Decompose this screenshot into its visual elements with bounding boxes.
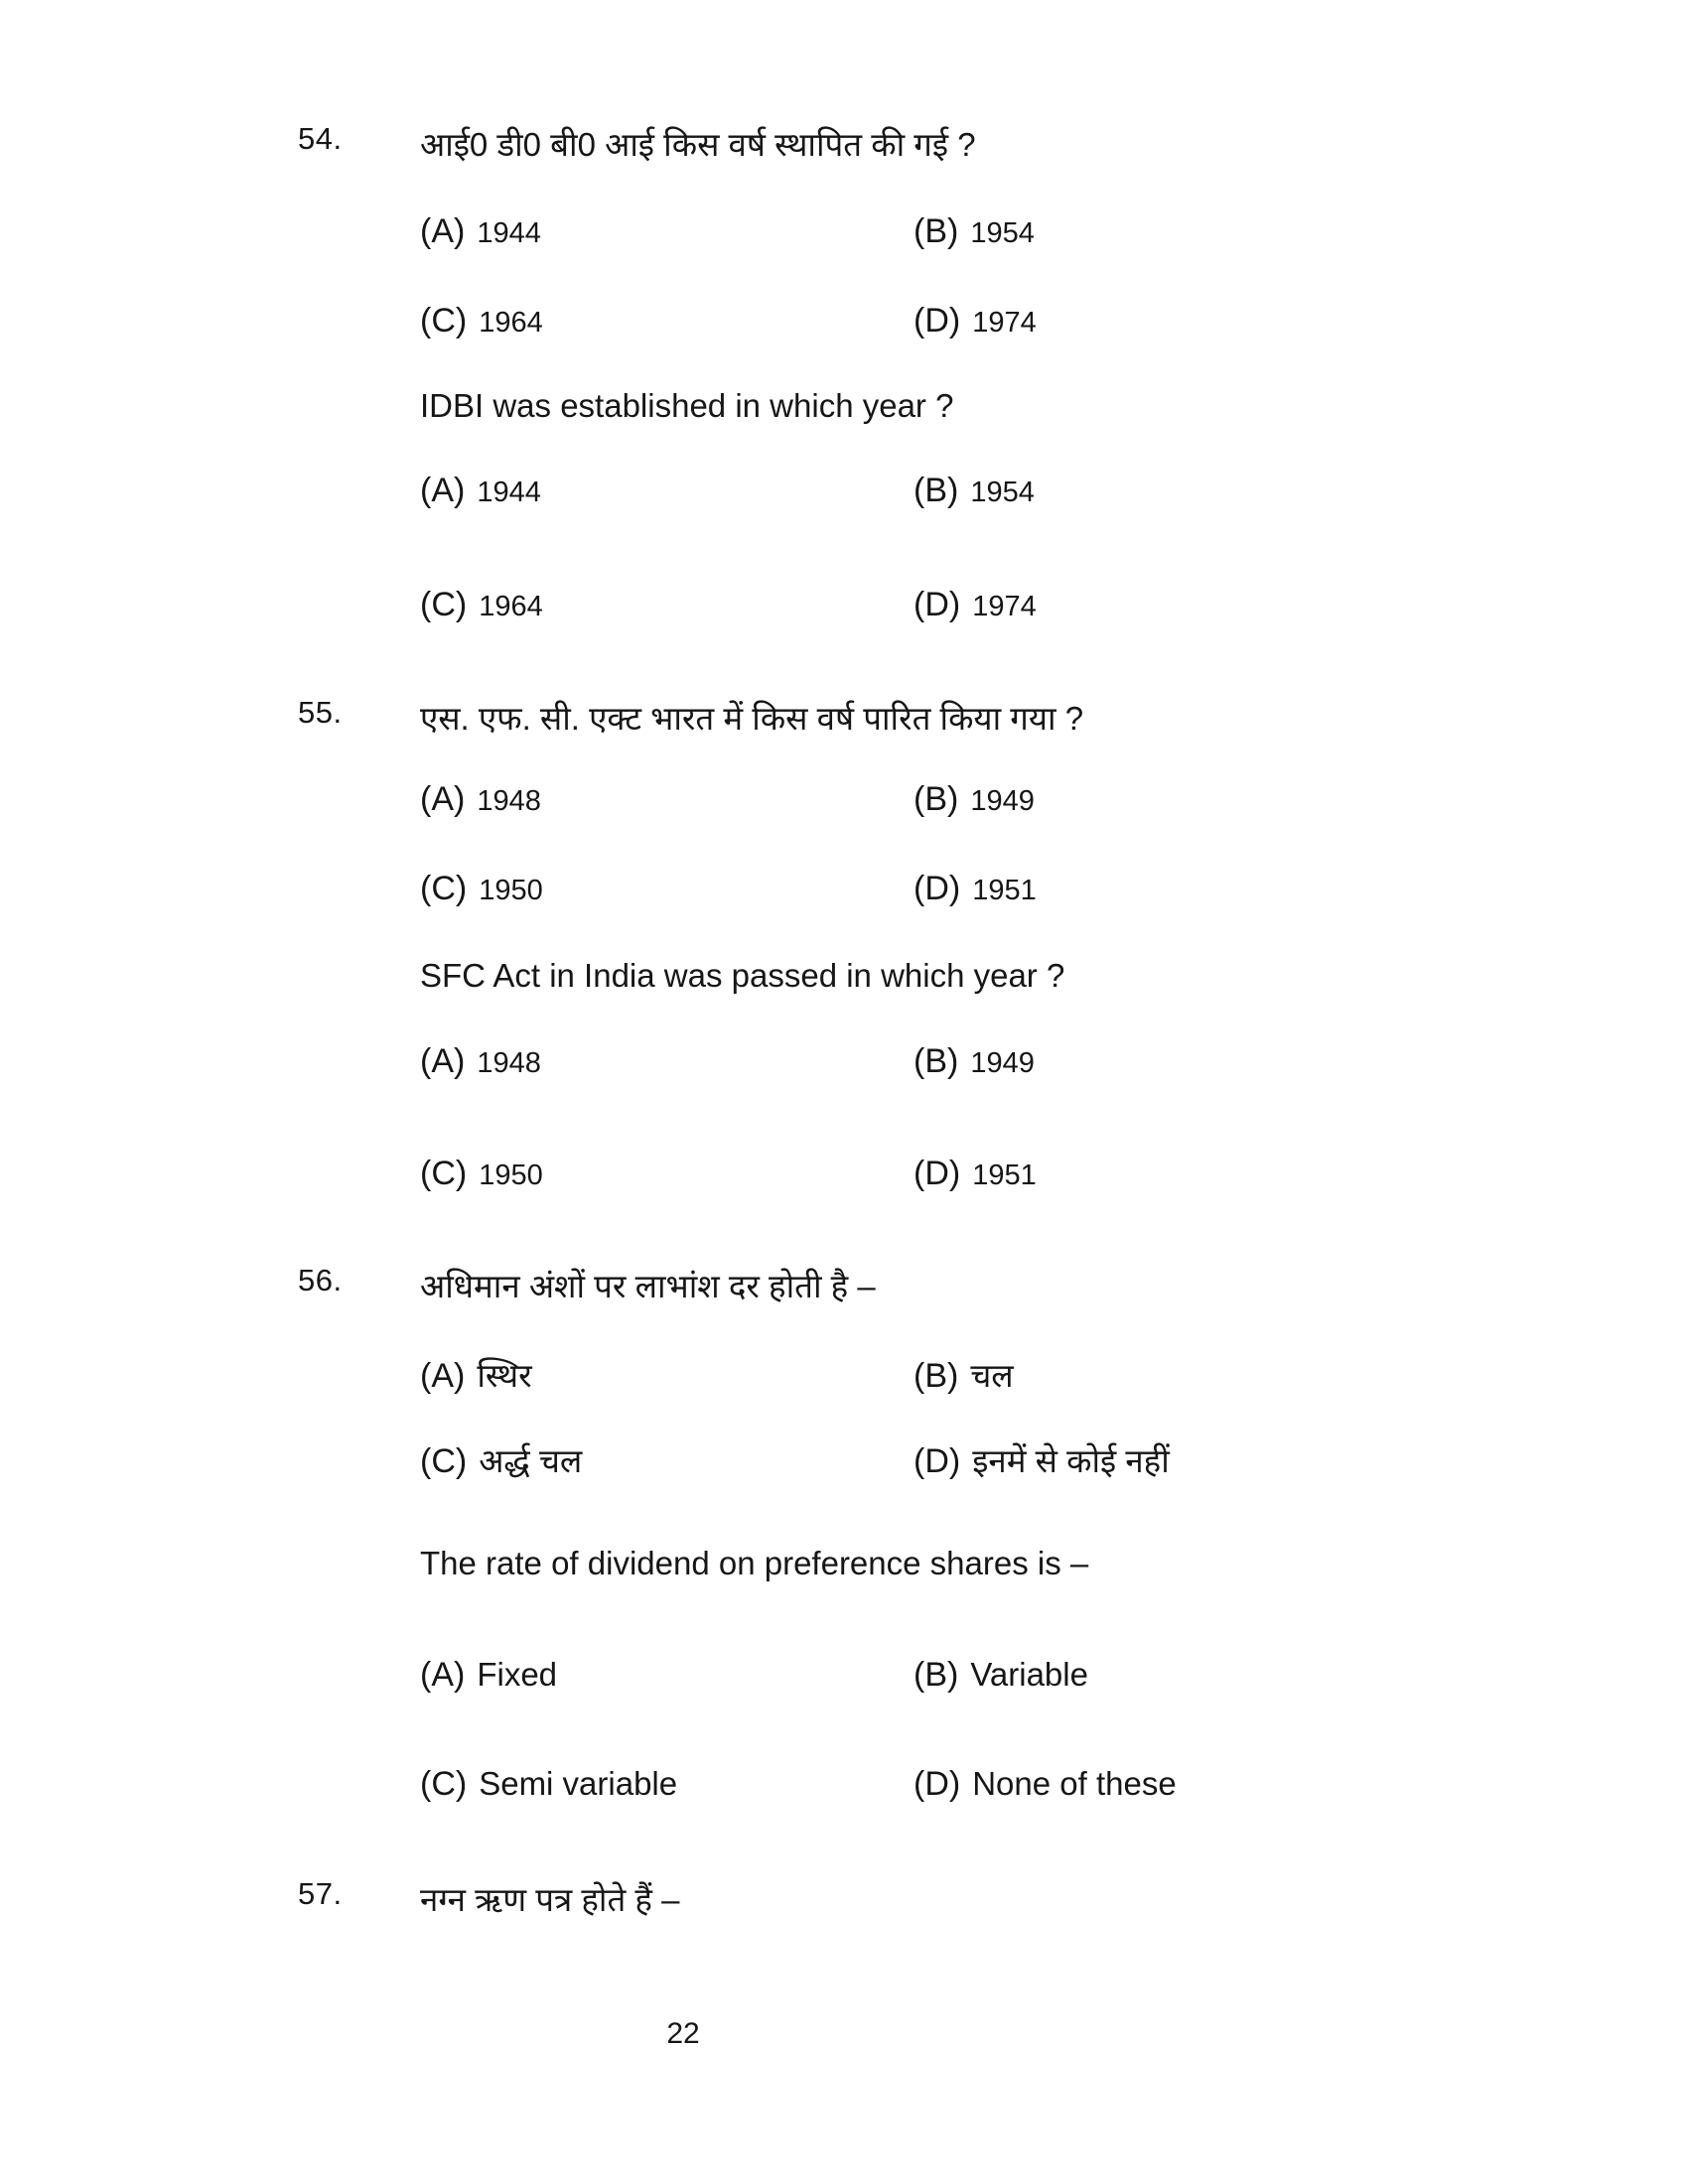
option-value: 1951 [972,1160,1037,1191]
option-value: 1944 [477,217,541,249]
question-54-english-options-row-2 [0,586,1688,633]
option-value: अर्द्ध चल [479,1442,583,1479]
question-number: 56. [298,1263,343,1297]
option [420,1765,677,1804]
question-54-english-options-row-1 [0,472,1688,519]
question-55-hindi-options-row-2 [0,870,1688,917]
option-key: (C) [420,1155,468,1192]
option-key: (A) [420,780,466,818]
option-value: Variable [970,1656,1088,1693]
option-key: (D) [914,586,961,623]
option-value: 1949 [970,785,1035,817]
option-key: (C) [420,302,468,340]
option [420,212,541,251]
option-value: None of these [972,1765,1177,1802]
question-54-hindi-options-row-2 [0,302,1688,349]
page-number: 22 [666,2017,700,2050]
option-key: (D) [914,1155,961,1192]
question-55-english-options-row-2 [0,1155,1688,1202]
question-55-hindi-line [0,695,1688,743]
option [914,1765,1177,1804]
option [914,1437,1170,1482]
option-key: (D) [914,302,961,340]
option [914,870,1037,908]
option [914,1656,1088,1695]
option-key: (B) [914,1656,959,1694]
option [420,586,543,624]
option-value: 1944 [477,477,541,508]
option [420,1042,541,1081]
option-value: 1954 [970,217,1035,249]
option [420,302,543,341]
question-number: 54. [298,121,343,156]
option-value: चल [970,1357,1014,1394]
option-key: (B) [914,780,959,818]
option-key: (B) [914,472,959,509]
option-value: 1950 [479,1160,543,1191]
option-key: (A) [420,1357,466,1395]
question-number: 55. [298,695,343,730]
option-key: (B) [914,212,959,250]
question-55-english-options-row-1 [0,1042,1688,1090]
option [914,212,1035,251]
option-key: (C) [420,1442,468,1480]
question-56-english-line [0,1545,1688,1592]
question-57-hindi-line [0,1876,1688,1924]
option-value: 1948 [477,785,541,817]
option [420,1656,557,1695]
option-key: (A) [420,1656,466,1694]
option [914,472,1035,510]
option-value: 1964 [479,307,543,339]
question-56-english-options-row-1 [0,1656,1688,1704]
option-value: स्थिर [477,1357,532,1394]
option [420,870,543,908]
question-text-english: The rate of dividend on preference shares is – [420,1545,1089,1581]
question-56-hindi-line [0,1263,1688,1310]
option-key: (C) [420,1765,468,1803]
option-value: Semi variable [479,1765,678,1802]
option-key: (B) [914,1042,959,1080]
option [914,1042,1035,1081]
option-value: 1964 [479,591,543,622]
option-key: (C) [420,586,468,623]
question-55-hindi-options-row-1 [0,780,1688,828]
option [914,1352,1014,1397]
question-number: 57. [298,1876,343,1911]
question-text-hindi: आई0 डी0 बी0 आई किस वर्ष स्थापित की गई ? [420,126,976,163]
question-text-hindi: अधिमान अंशों पर लाभांश दर होती है – [420,1268,876,1304]
option-key: (D) [914,870,961,907]
question-56-hindi-options-row-2 [0,1437,1688,1485]
question-text-english: IDBI was established in which year ? [420,387,954,424]
option-key: (A) [420,1042,466,1080]
option-value: 1950 [479,875,543,906]
option [914,586,1037,624]
option-value: इनमें से कोई नहीं [972,1442,1170,1479]
option [914,780,1035,819]
option-key: (A) [420,472,466,509]
option [420,472,541,510]
option-key: (B) [914,1357,959,1395]
question-54-hindi-options-row-1 [0,212,1688,260]
question-56-english-options-row-2 [0,1765,1688,1813]
option-key: (C) [420,870,468,907]
option [914,1155,1037,1193]
option [420,1437,582,1482]
option-value: 1954 [970,477,1035,508]
option [914,302,1037,341]
option [420,780,541,819]
option-key: (D) [914,1765,961,1803]
option-key: (D) [914,1442,961,1480]
question-54-english-line [0,387,1688,435]
option-value: 1974 [972,307,1037,339]
question-56-hindi-options-row-1 [0,1352,1688,1400]
option [420,1352,532,1397]
option-value: 1974 [972,591,1037,622]
question-54-hindi-line [0,121,1688,169]
question-text-hindi: नग्न ऋण पत्र होते हैं – [420,1881,680,1918]
question-text-english: SFC Act in India was passed in which year ? [420,957,1065,994]
question-text-hindi: एस. एफ. सी. एक्ट भारत में किस वर्ष पारित किया गया ? [420,700,1084,737]
option-value: 1949 [970,1047,1035,1079]
option-value: 1948 [477,1047,541,1079]
option-key: (A) [420,212,466,250]
option-value: Fixed [477,1656,558,1693]
option-value: 1951 [972,875,1037,906]
option [420,1155,543,1193]
question-55-english-line [0,957,1688,1005]
